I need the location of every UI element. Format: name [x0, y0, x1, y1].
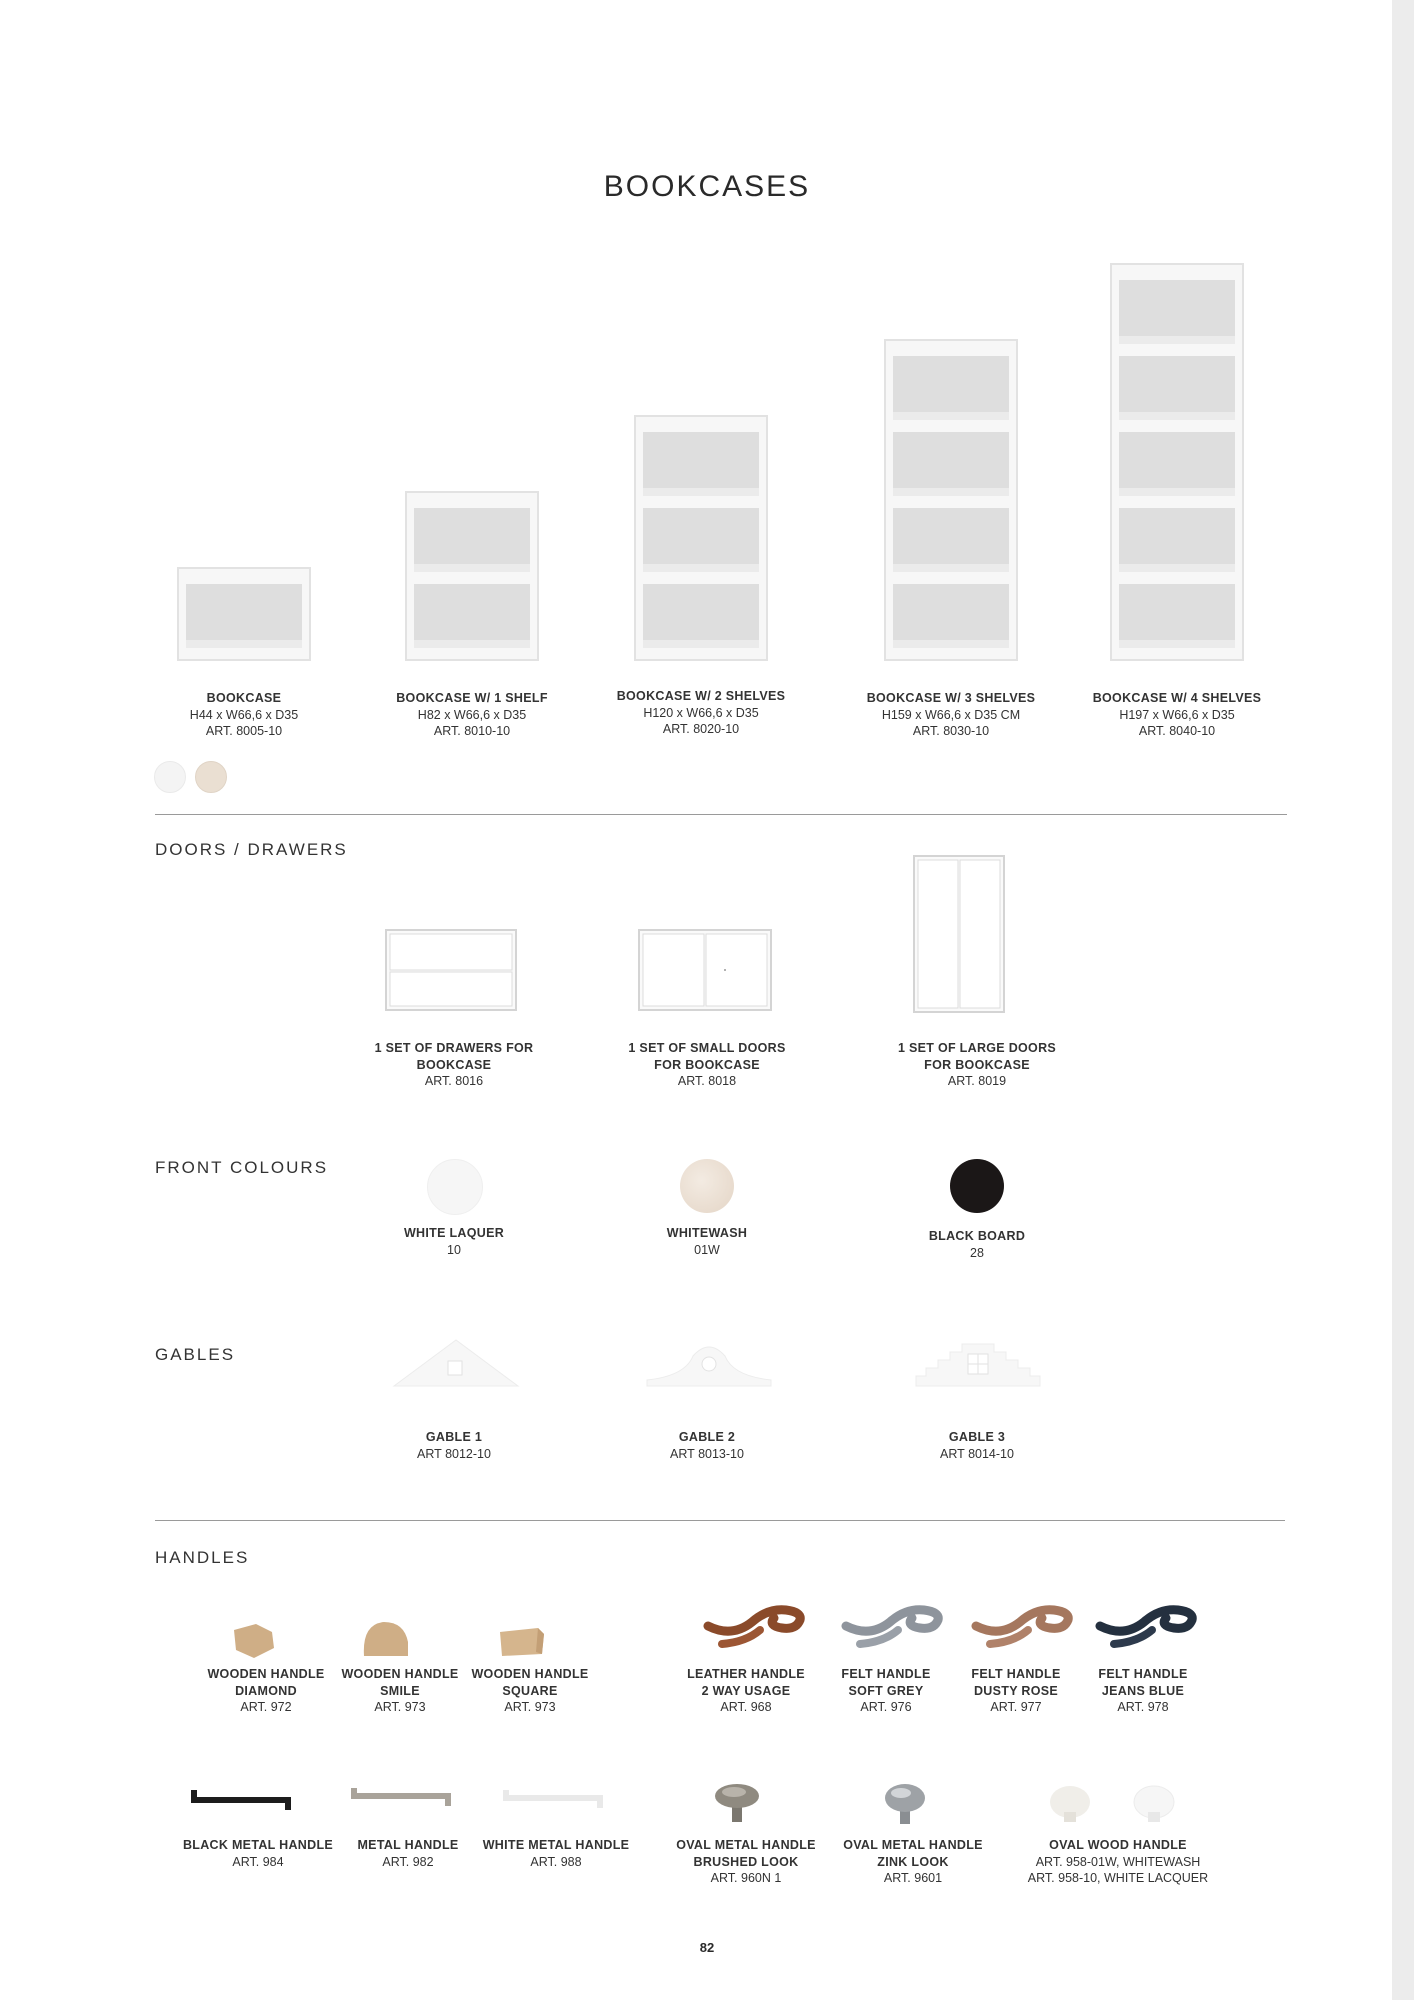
gable-2-illustration	[645, 1336, 775, 1392]
felt-strap-icon	[970, 1602, 1080, 1650]
oval-knob-zink-icon	[876, 1780, 936, 1830]
oval-wood-knob-whitewash-icon	[1046, 1784, 1096, 1828]
handle-caption: FELT HANDLE DUSTY ROSE ART. 977	[971, 1667, 1061, 1714]
handle-caption: METAL HANDLE ART. 982	[357, 1838, 459, 1869]
large-doors-illustration	[912, 854, 1012, 1018]
bookcase-compartment	[1119, 356, 1235, 420]
bookcase-caption: BOOKCASE H44 x W66,6 x D35 ART. 8005-10	[189, 691, 299, 738]
page-number: 82	[699, 1940, 715, 1955]
finish-swatch-white	[154, 761, 186, 793]
handles-heading: HANDLES	[155, 1548, 250, 1567]
bookcase-compartment	[414, 584, 530, 648]
bookcase-caption: BOOKCASE W/ 1 SHELF H82 x W66,6 x D35 ART. 8010-10	[396, 691, 548, 738]
colour-caption: WHITEWASH 01W	[666, 1226, 748, 1257]
bookcase-illustration	[1111, 264, 1243, 660]
handle-caption: WOODEN HANDLE DIAMOND ART. 972	[207, 1667, 325, 1714]
handle-caption: FELT HANDLE JEANS BLUE ART. 978	[1098, 1667, 1188, 1714]
handle-caption: OVAL WOOD HANDLE ART. 958-01W, WHITEWASH ART. 958-10, WHITE LACQUER	[1027, 1838, 1209, 1885]
bookcase-compartment	[1119, 280, 1235, 344]
felt-strap-icon	[840, 1602, 950, 1650]
page-title: BOOKCASES	[603, 170, 811, 203]
section-divider	[155, 1520, 1285, 1521]
wooden-square-icon	[494, 1624, 554, 1664]
handle-caption: BLACK METAL HANDLE ART. 984	[182, 1838, 334, 1869]
bookcase-compartment	[1119, 584, 1235, 648]
colour-swatch-whitewash	[680, 1159, 734, 1213]
wooden-smile-icon	[358, 1618, 418, 1662]
bookcase-compartment	[893, 508, 1009, 572]
gable-1-illustration	[392, 1336, 522, 1392]
small-doors-caption: 1 SET OF SMALL DOORS FOR BOOKCASE ART. 8018	[628, 1041, 786, 1088]
black-metal-bar-icon	[190, 1786, 300, 1822]
oval-knob-brushed-icon	[708, 1780, 768, 1830]
handle-caption: OVAL METAL HANDLE BRUSHED LOOK ART. 960N 1	[676, 1838, 816, 1885]
gable-caption: GABLE 3 ART 8014-10	[940, 1430, 1014, 1461]
drawers-caption: 1 SET OF DRAWERS FOR BOOKCASE ART. 8016	[374, 1041, 534, 1088]
drawers-set-illustration	[384, 928, 524, 1018]
bookcase-compartment	[893, 584, 1009, 648]
colour-swatch-black-board	[950, 1159, 1004, 1213]
white-metal-bar-icon	[502, 1786, 612, 1822]
bookcase-caption: BOOKCASE W/ 3 SHELVES H159 x W66,6 x D35 CM ART. 8030-10	[866, 691, 1036, 738]
doors-drawers-heading: DOORS / DRAWERS	[155, 840, 348, 859]
handle-caption: FELT HANDLE SOFT GREY ART. 976	[841, 1667, 931, 1714]
handle-caption: LEATHER HANDLE 2 WAY USAGE ART. 968	[687, 1667, 805, 1714]
oval-wood-knob-white-icon	[1130, 1784, 1180, 1828]
bookcase-illustration	[885, 340, 1017, 660]
bookcase-illustration	[406, 492, 538, 660]
bookcase-caption: BOOKCASE W/ 2 SHELVES H120 x W66,6 x D35 ART. 8020-10	[616, 689, 786, 736]
bookcase-compartment	[414, 508, 530, 572]
front-colours-heading: FRONT COLOURS	[155, 1158, 329, 1177]
handle-caption: WOODEN HANDLE SMILE ART. 973	[341, 1667, 459, 1714]
bookcase-caption: BOOKCASE W/ 4 SHELVES H197 x W66,6 x D35 ART. 8040-10	[1092, 691, 1262, 738]
gable-caption: GABLE 1 ART 8012-10	[417, 1430, 491, 1461]
bookcase-compartment	[893, 356, 1009, 420]
colour-caption: WHITE LAQUER 10	[403, 1226, 505, 1257]
small-doors-illustration	[637, 928, 777, 1018]
bookcase-compartment	[893, 432, 1009, 496]
bookcase-compartment	[643, 584, 759, 648]
bookcase-illustration	[178, 568, 310, 660]
bookcase-illustrations	[0, 0, 1414, 680]
bookcase-compartment	[186, 584, 302, 648]
bookcase-compartment	[643, 432, 759, 496]
felt-strap-icon	[1094, 1602, 1204, 1650]
large-doors-caption: 1 SET OF LARGE DOORS FOR BOOKCASE ART. 8019	[897, 1041, 1057, 1088]
finish-swatch-whitewash	[195, 761, 227, 793]
handle-caption: WHITE METAL HANDLE ART. 988	[482, 1838, 630, 1869]
bookcase-compartment	[643, 508, 759, 572]
bookcase-compartment	[1119, 508, 1235, 572]
colour-caption: BLACK BOARD 28	[928, 1229, 1026, 1260]
gable-3-illustration	[914, 1336, 1044, 1392]
gables-heading: GABLES	[155, 1345, 236, 1364]
wooden-diamond-icon	[226, 1622, 286, 1662]
leather-strap-icon	[702, 1602, 812, 1650]
bookcase-compartment	[1119, 432, 1235, 496]
colour-swatch-white-laquer	[427, 1159, 483, 1215]
metal-bar-icon	[350, 1784, 460, 1820]
handle-caption: OVAL METAL HANDLE ZINK LOOK ART. 9601	[843, 1838, 983, 1885]
handle-caption: WOODEN HANDLE SQUARE ART. 973	[471, 1667, 589, 1714]
section-divider	[155, 814, 1287, 815]
gable-caption: GABLE 2 ART 8013-10	[670, 1430, 744, 1461]
bookcase-illustration	[635, 416, 767, 660]
